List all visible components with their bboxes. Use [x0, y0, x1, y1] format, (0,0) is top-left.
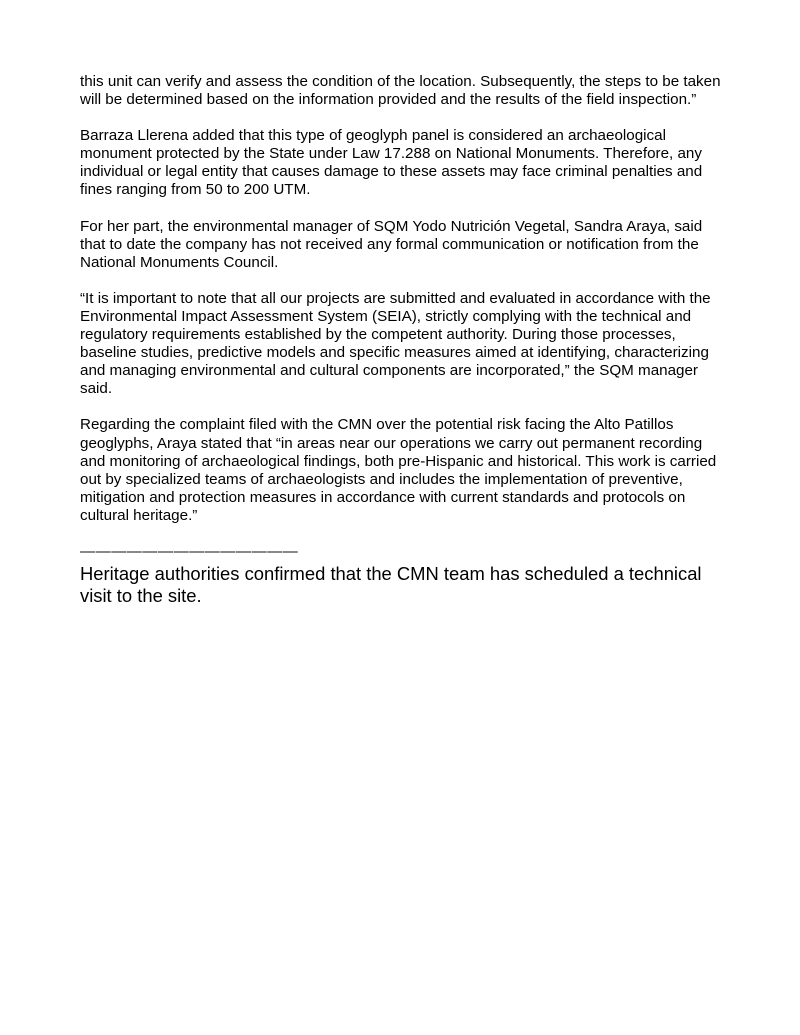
document-page: [80, 73, 725, 607]
paragraph-legal-protection: Barraza Llerena added that this type of geoglyph panel is considered an archaeological monument protected by the State under Law 17.288 on National Monuments. Therefore, any individual or legal entity that causes damage to these assets may face criminal penalties and fines ranging from 50 to 200 UTM.: [80, 127, 703, 199]
paragraph-complaint-response: Regarding the complaint filed with the CMN over the potential risk facing the Alto Patillos geoglyphs, Araya stated that “in areas near our operations we carry out permanent recording and monitoring of archaeological findings, both pre-Hispanic and historical. This work is carried out by specialized teams of archaeologists and includes the implementation of preventive, mitigation and protection measures in accordance with current standards and protocols on cultural heritage.”: [80, 416, 717, 524]
paragraph-sqm-response: For her part, the environmental manager of SQM Yodo Nutrición Vegetal, Sandra Araya, said that to date the company has not received any formal communication or notification from the National Monuments Council.: [80, 217, 703, 271]
footnote-separator: ——————————————: [80, 542, 299, 560]
footnote-text: Heritage authorities confirmed that the CMN team has scheduled a technical visit to the site.: [80, 562, 702, 606]
paragraph-seia-quote: “It is important to note that all our projects are submitted and evaluated in accordance with the Environmental Impact Assessment System (SEIA), strictly complying with the technical and regulatory requirements established by the competent authority. During those processes, baseline studies, predictive models and specific measures aimed at identifying, characterizing and managing environmental and cultural components are incorporated,” the SQM manager said.: [80, 289, 711, 398]
paragraph-inspection: this unit can verify and assess the condition of the location. Subsequently, the steps to be taken will be determined based on the information provided and the results of the field inspection.”: [80, 73, 721, 109]
